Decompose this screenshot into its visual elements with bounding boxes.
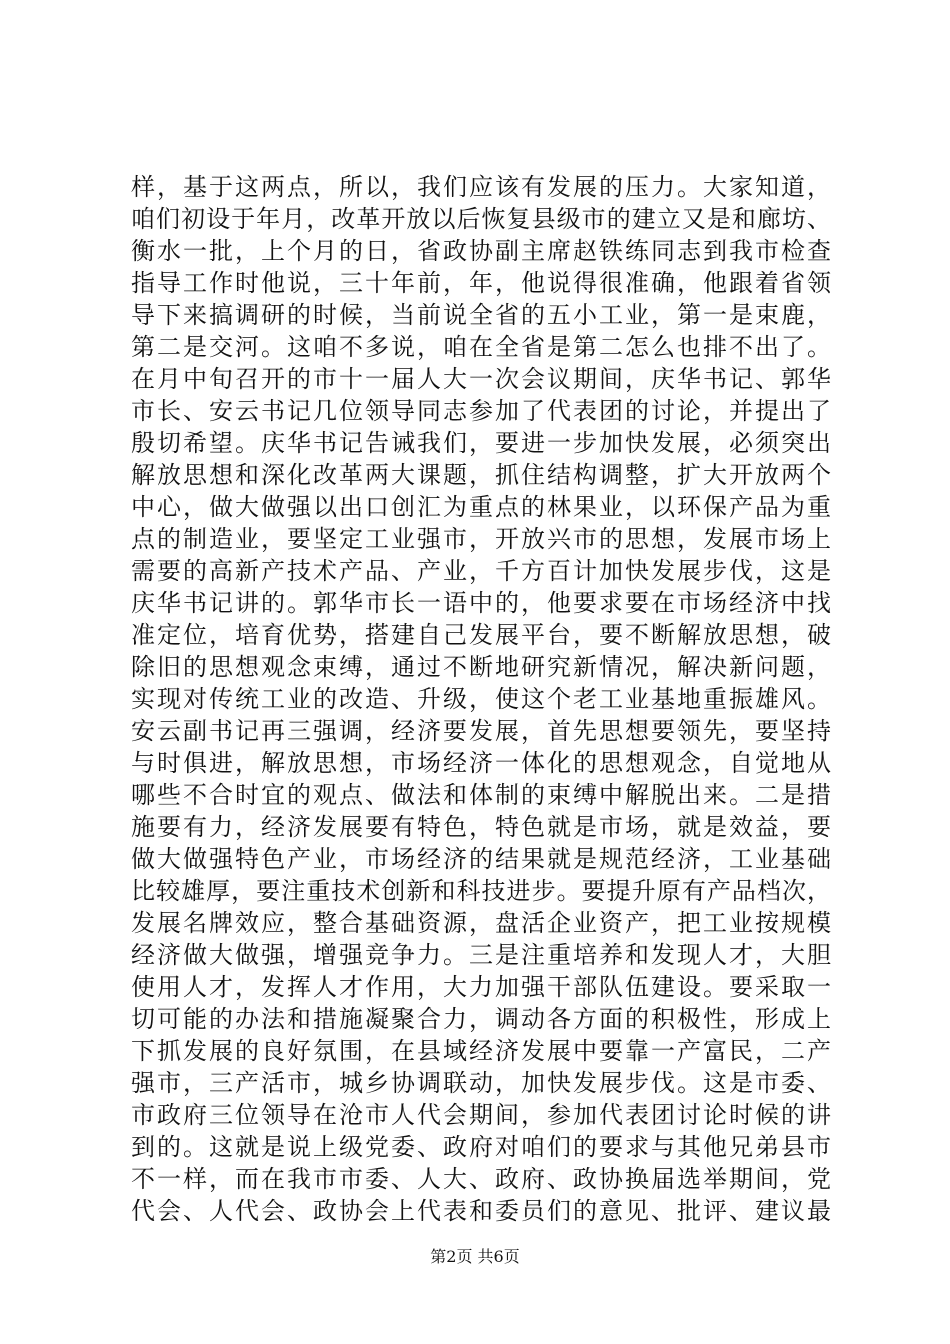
text-line: 施要有力，经济发展要有特色，特色就是市场，就是效益，要 [131,813,831,841]
text-line: 不一样，而在我市市委、人大、政府、政协换届选举期间，党 [131,1165,831,1193]
text-line: 代会、人代会、政协会上代表和委员们的意见、批评、建议最 [131,1197,831,1225]
text-line: 做大做强特色产业，市场经济的结果就是规范经济，工业基础 [131,845,831,873]
text-line: 殷切希望。庆华书记告诫我们，要进一步加快发展，必须突出 [131,429,831,457]
text-line: 与时俱进，解放思想，市场经济一体化的思想观念，自觉地从 [131,749,831,777]
text-line: 哪些不合时宜的观点、做法和体制的束缚中解脱出来。二是措 [131,781,831,809]
text-line: 市政府三位领导在沧市人代会期间，参加代表团讨论时候的讲 [131,1101,831,1129]
text-line: 导下来搞调研的时候，当前说全省的五小工业，第一是束鹿， [131,301,831,329]
text-line: 下抓发展的良好氛围，在县域经济发展中要靠一产富民，二产 [131,1037,831,1065]
text-line: 在月中旬召开的市十一届人大一次会议期间，庆华书记、郭华 [131,365,831,393]
text-line: 除旧的思想观念束缚，通过不断地研究新情况，解决新问题， [131,653,831,681]
text-line: 第二是交河。这咱不多说，咱在全省是第二怎么也排不出了。 [131,333,831,361]
text-line: 强市，三产活市，城乡协调联动，加快发展步伐。这是市委、 [131,1069,831,1097]
body-text [131,171,831,1227]
text-line: 咱们初设于年月，改革开放以后恢复县级市的建立又是和廊坊、 [131,205,831,233]
text-line: 衡水一批，上个月的日，省政协副主席赵铁练同志到我市检查 [131,237,831,265]
text-line: 切可能的办法和措施凝聚合力，调动各方面的积极性，形成上 [131,1005,831,1033]
text-line: 经济做大做强，增强竞争力。三是注重培养和发现人才，大胆 [131,941,831,969]
text-line: 安云副书记再三强调，经济要发展，首先思想要领先，要坚持 [131,717,831,745]
text-line: 到的。这就是说上级党委、政府对咱们的要求与其他兄弟县市 [131,1133,831,1161]
text-line: 中心，做大做强以出口创汇为重点的林果业，以环保产品为重 [131,493,831,521]
text-line: 指导工作时他说，三十年前，年，他说得很准确，他跟着省领 [131,269,831,297]
text-line: 点的制造业，要坚定工业强市，开放兴市的思想，发展市场上 [131,525,831,553]
text-line: 解放思想和深化改革两大课题，抓住结构调整，扩大开放两个 [131,461,831,489]
text-line: 比较雄厚，要注重技术创新和科技进步。要提升原有产品档次， [131,877,831,905]
text-line: 发展名牌效应，整合基础资源，盘活企业资产，把工业按规模 [131,909,831,937]
page-footer: 第2页 共6页 [430,1247,520,1266]
text-line: 样，基于这两点，所以，我们应该有发展的压力。大家知道， [131,173,831,201]
text-line: 准定位，培育优势，搭建自己发展平台，要不断解放思想，破 [131,621,831,649]
text-line: 使用人才，发挥人才作用，大力加强干部队伍建设。要采取一 [131,973,831,1001]
text-line: 市长、安云书记几位领导同志参加了代表团的讨论，并提出了 [131,397,831,425]
text-line: 需要的高新产技术产品、产业，千方百计加快发展步伐，这是 [131,557,831,585]
text-line: 庆华书记讲的。郭华市长一语中的，他要求要在市场经济中找 [131,589,831,617]
text-line: 实现对传统工业的改造、升级，使这个老工业基地重振雄风。 [131,685,831,713]
